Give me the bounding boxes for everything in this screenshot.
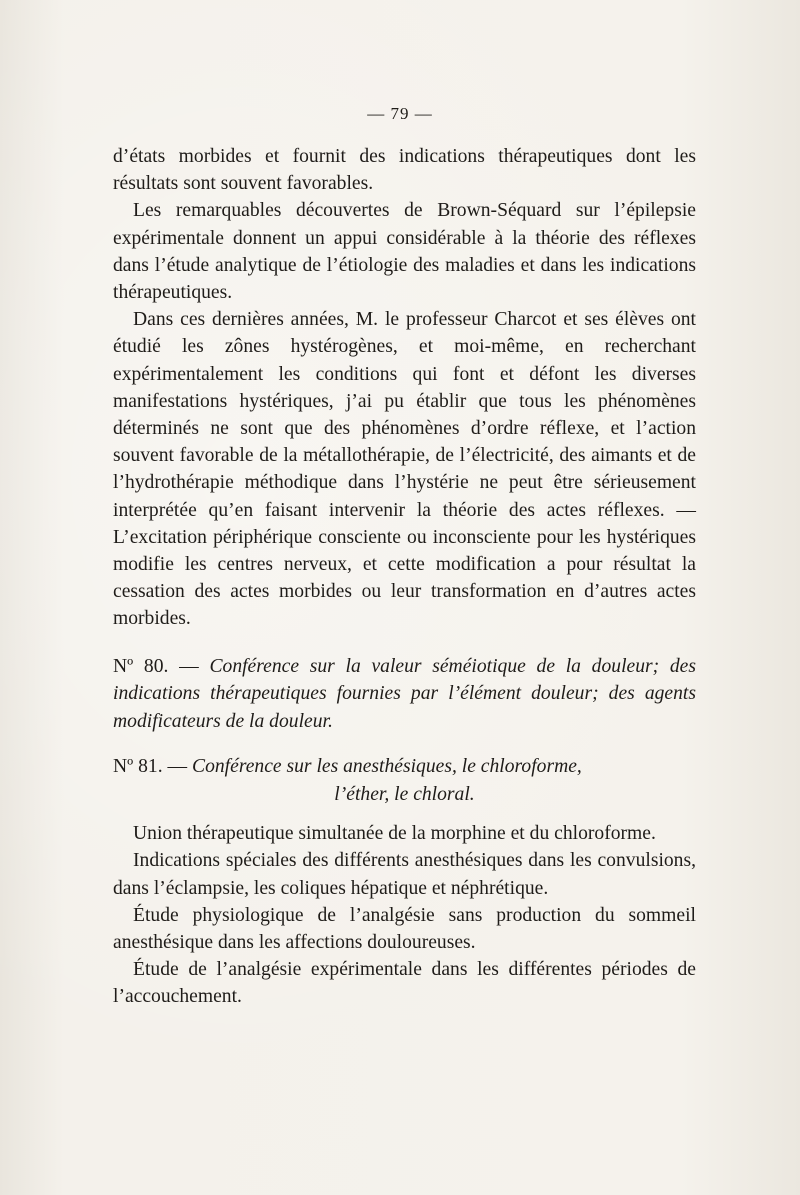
paragraph-etude-physiologique: Étude physiologique de l’analgésie sans production du sommeil anesthésique dans les affections douloureuses. <box>113 904 696 953</box>
paragraph-indications: Indications spéciales des différents anesthésiques dans les convulsions, dans l’éclampsie, les coliques hépatique et néphrétique. <box>113 850 696 899</box>
paragraph-etude-analgesie: Étude de l’analgésie expérimentale dans les différentes périodes de l’accouchement. <box>113 959 696 1008</box>
entry-80-number: Nº 80. — <box>113 655 199 677</box>
paragraph-brown-sequard: Les remarquables découvertes de Brown-Séquard sur l’épilepsie expérimentale donnent un appui considérable à la théorie des réflexes dans l’étude analytique de l’étiologie des maladies et dans les indications thérapeutiques. <box>113 200 696 304</box>
entry-80-title: Conférence sur la valeur séméiotique de la douleur; des indications thérapeutiques fournies par l’élément douleur; des agents modificateurs de la douleur. <box>113 655 696 732</box>
entry-81 <box>113 753 696 808</box>
entry-80 <box>113 653 696 736</box>
entry-81-number: Nº 81. — <box>113 756 188 778</box>
entry-81-title-line1: Conférence sur les anesthésiques, le chloroforme, <box>192 756 582 778</box>
paragraph-charcot: Dans ces dernières années, M. le professeur Charcot et ses élèves ont étudié les zônes hystérogènes, et moi-même, en recherchant expérimentalement les conditions qui font et défont les diverses manifestations hystériques, j’ai pu établir que tous les phénomènes déterminés ne sont que des phénomènes d’ordre réflexe, et l’action souvent favorable de la métallothérapie, de l’électricité, des aimants et de l’hydrothérapie méthodique dans l’hystérie ne peut être sérieusement interprétée qu’en faisant intervenir la théorie des actes réflexes. — L’excitation périphérique consciente ou inconsciente pour les hystériques modifie les centres nerveux, et cette modification a pour résultat la cessation des actes morbides ou leur transformation en d’autres actes morbides. <box>113 309 696 630</box>
page-number: — 79 — <box>367 104 433 123</box>
entry-81-title-line2: l’éther, le chloral. <box>334 783 475 805</box>
page-body <box>113 143 696 1011</box>
paragraph-union: Union thérapeutique simultanée de la morphine et du chloroforme. <box>133 823 656 845</box>
paragraph-continued: d’états morbides et fournit des indications thérapeutiques dont les résultats sont souvent favorables. <box>113 146 696 195</box>
